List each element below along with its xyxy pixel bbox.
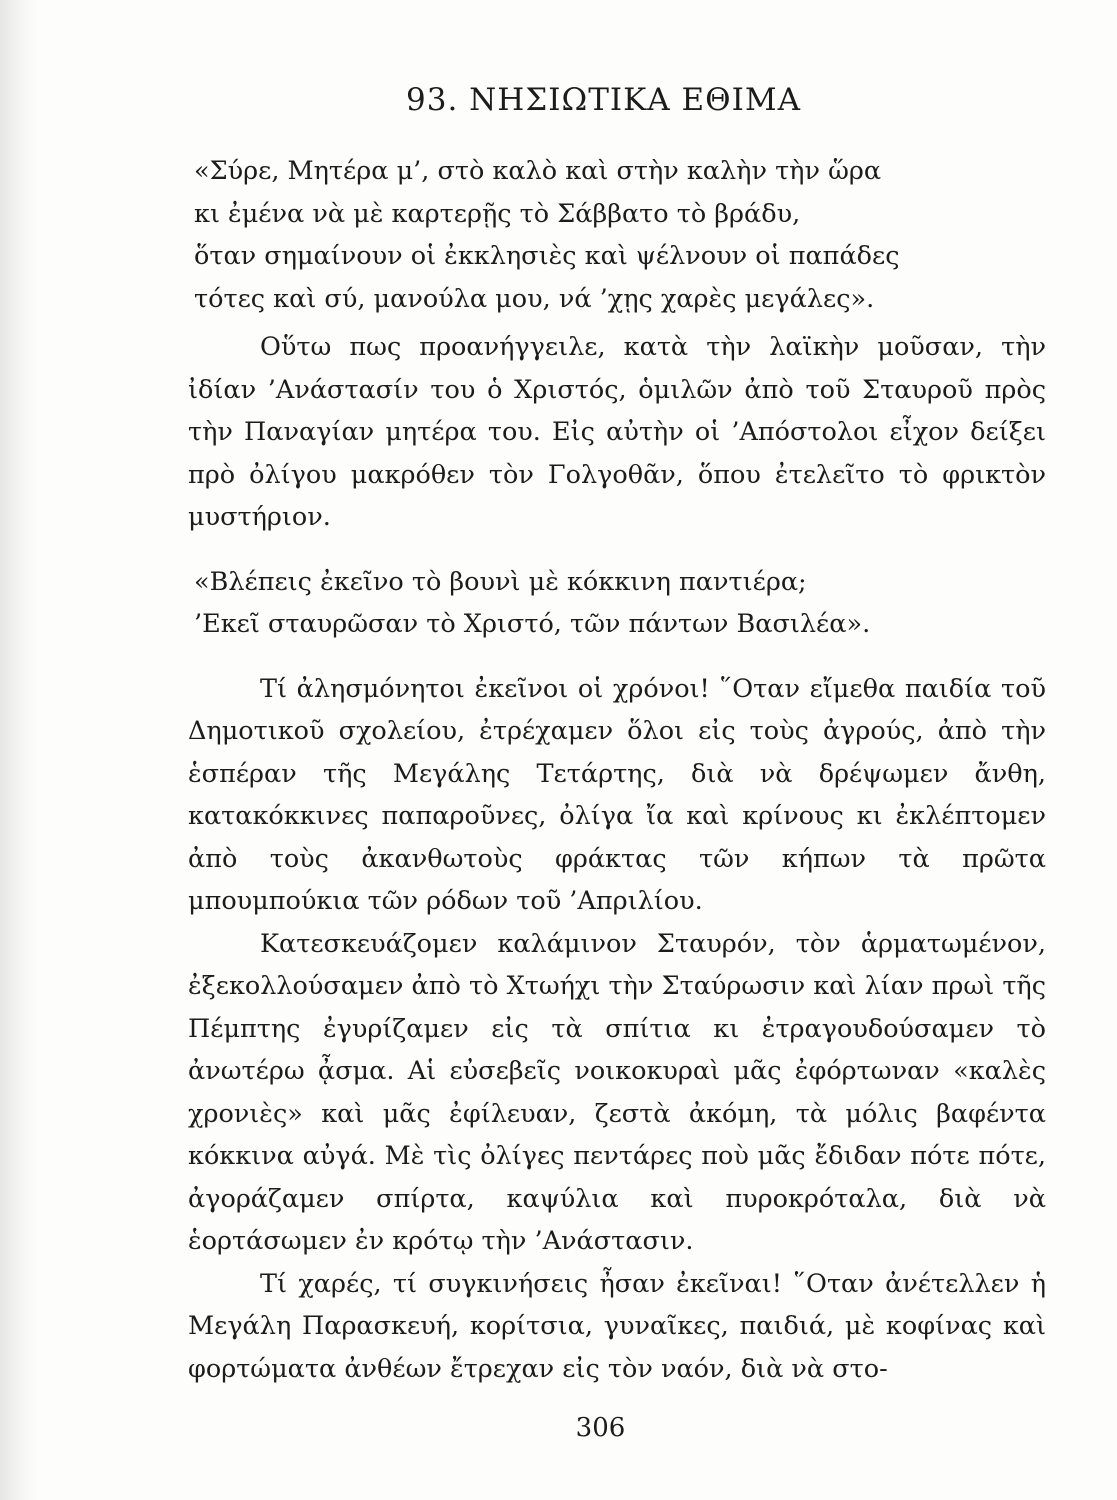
chapter-title: 93. ΝΗΣΙΩΤΙΚΑ ΕΘΙΜΑ (406, 82, 801, 118)
page-body (188, 150, 1046, 1390)
page-number: 306 (575, 1413, 626, 1443)
verse-block-2 (188, 561, 1046, 646)
paragraph-2: Τί ἀλησμόνητοι ἐκεῖνοι οἱ χρόνοι! ῞Οταν εἴμεθα παιδία τοῦ Δημοτικοῦ σχολείου, ἐτρέχαμεν ὅλοι εἰς τοὺς ἀγρούς, ἀπὸ τὴν ἑσπέραν τῆς Μεγάλης Τετάρτης, διὰ νὰ δρέψωμεν ἄνθη, κατακόκκινες παπαροῦνες, ὀλίγα ἴα καὶ κρίνους κι ἐκλέπτομεν ἀπὸ τοὺς ἀκανθωτοὺς φράκτας τῶν κήπων τὰ πρῶτα μπουμπούκια τῶν ρόδων τοῦ ’Απριλίου. (188, 673, 1046, 916)
page-gutter-shadow (0, 0, 40, 1500)
verse-block-1 (188, 150, 1046, 320)
verse-line: κι ἐμένα νὰ μὲ καρτερῇς τὸ Σάββατο τὸ βράδυ, (194, 198, 801, 229)
spacer (188, 539, 1046, 561)
paragraph-1: Οὕτω πως προανήγγειλε, κατὰ τὴν λαϊκὴν μοῦσαν, τὴν ἰδίαν ’Ανάστασίν του ὁ Χριστός, ὁμιλῶν ἀπὸ τοῦ Σταυροῦ πρὸς τὴν Παναγίαν μητέρα του. Εἰς αὐτὴν οἱ ’Απόστολοι εἶχον δείξει πρὸ ὀλίγου μακρόθεν τὸν Γολγοθᾶν, ὅπου ἐτελεῖτο τὸ φρικτὸν μυστήριον. (188, 332, 1046, 532)
paragraph-4: Τί χαρές, τί συγκινήσεις ἦσαν ἐκεῖναι! ῞Οταν ἀνέτελλεν ἡ Μεγάλη Παρασκευή, κορίτσια, γυναῖκες, παιδιά, μὲ κοφίνας καὶ φορτώματα ἀνθέων ἔτρεχαν εἰς τὸν ναόν, διὰ νὰ στο- (188, 1268, 1046, 1384)
verse-line: «Σύρε, Μητέρα μ’, στὸ καλὸ καὶ στὴν καλὴν τὴν ὥρα (194, 156, 882, 186)
paragraph-3: Κατεσκευάζομεν καλάμινον Σταυρόν, τὸν ἁρματωμένον, ἐξεκολλούσαμεν ἀπὸ τὸ Χτωήχι τὴν Σταύρωσιν καὶ λίαν πρωὶ τῆς Πέμπτης ἐγυρίζαμεν εἰς τὰ σπίτια κι ἐτραγουδούσαμεν τὸ ἀνωτέρω ᾆσμα. Αἱ εὐσεβεῖς νοικοκυραὶ μᾶς ἐφόρτωναν «καλὲς χρονιὲς» καὶ μᾶς ἐφίλευαν, ζεστὰ ἀκόμη, τὰ μόλις βαφέντα κόκκινα αὐγά. Μὲ τὶς ὀλίγες πεντάρες ποὺ μᾶς ἔδιδαν πότε πότε, ἀγοράζαμεν σπίρτα, καψύλια καὶ πυροκρόταλα, διὰ νὰ ἑορτάσωμεν ἐν κρότῳ τὴν ’Ανάστασιν. (188, 928, 1046, 1256)
verse-line: ’Εκεῖ σταυρῶσαν τὸ Χριστό, τῶν πάντων Βασιλέα». (194, 609, 871, 639)
verse-line: τότες καὶ σύ, μανούλα μου, νά ’χῃς χαρὲς μεγάλες». (194, 283, 875, 314)
verse-line: ὅταν σημαίνουν οἱ ἐκκλησιὲς καὶ ψέλνουν οἱ παπάδες (194, 241, 900, 271)
spacer (188, 646, 1046, 668)
verse-line: «Βλέπεις ἐκεῖνο τὸ βουνὶ μὲ κόκκινη παντιέρα; (194, 566, 807, 597)
